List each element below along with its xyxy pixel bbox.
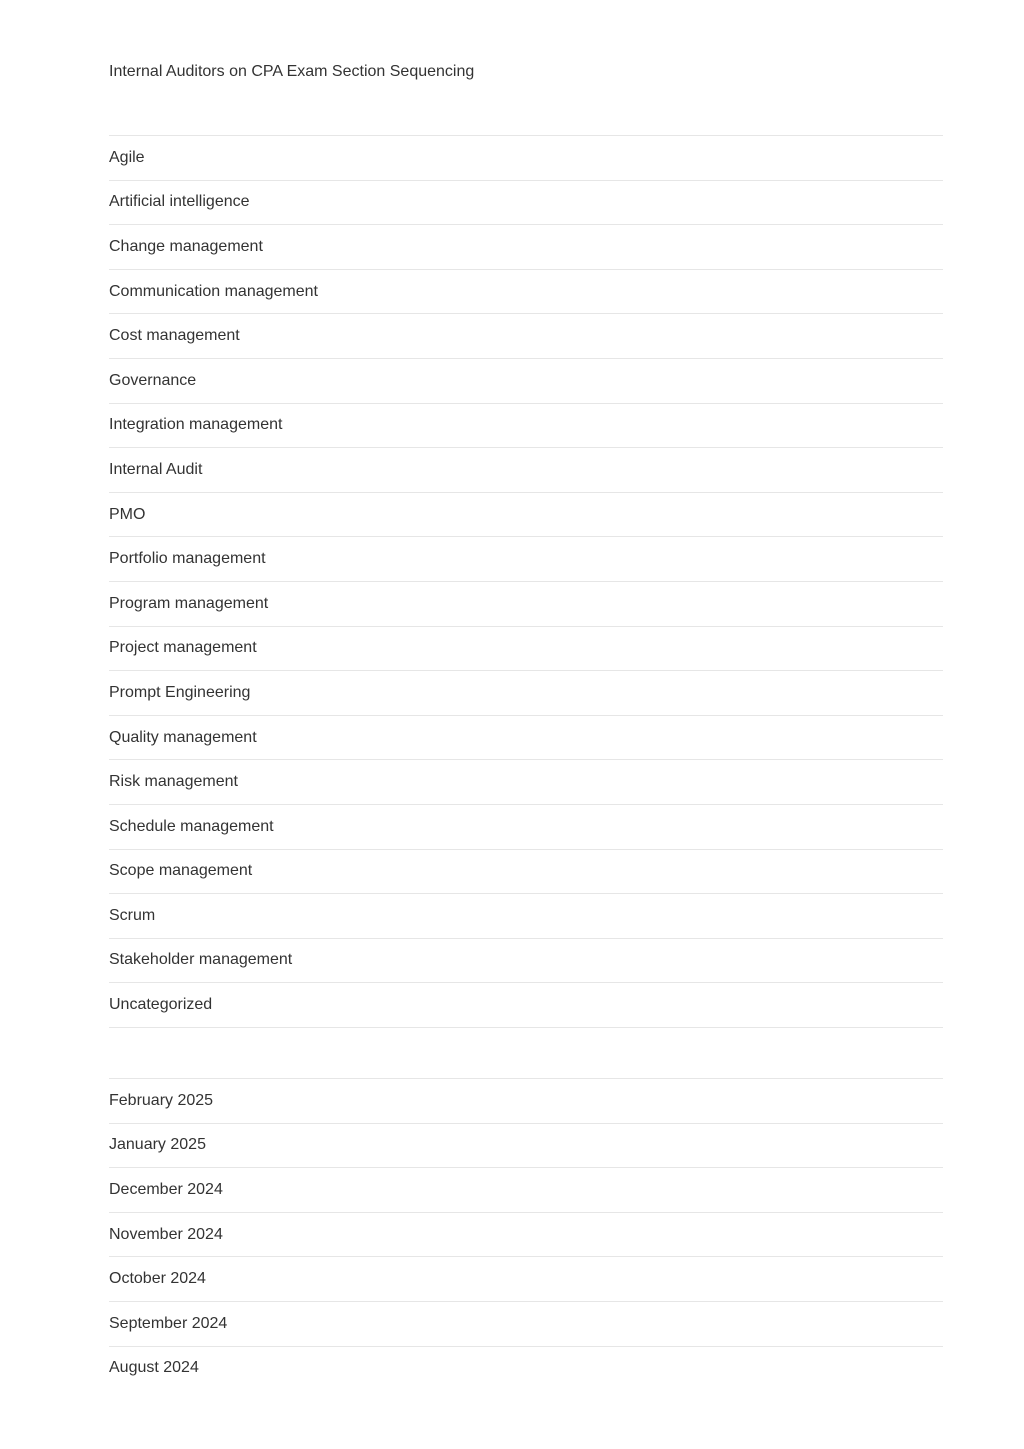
list-item [109, 894, 943, 939]
list-item [109, 1168, 943, 1213]
list-item [109, 1347, 943, 1391]
list-item [109, 983, 943, 1028]
category-link-stakeholder-management[interactable]: Stakeholder management [109, 951, 293, 969]
list-item [109, 448, 943, 493]
category-link-communication-management[interactable]: Communication management [109, 282, 318, 300]
list-item [109, 225, 943, 270]
category-link-cost-management[interactable]: Cost management [109, 327, 240, 345]
list-item [109, 181, 943, 226]
list-item [109, 314, 943, 359]
list-item [109, 671, 943, 716]
list-item [109, 270, 943, 315]
list-item [109, 1257, 943, 1302]
list-item [109, 1302, 943, 1347]
archive-link-november-2024[interactable]: November 2024 [109, 1225, 223, 1243]
list-item [109, 805, 943, 850]
archive-link-september-2024[interactable]: September 2024 [109, 1314, 228, 1332]
category-link-internal-audit[interactable]: Internal Audit [109, 460, 203, 478]
list-item [109, 493, 943, 538]
category-link-portfolio-management[interactable]: Portfolio management [109, 550, 266, 568]
list-item [109, 1213, 943, 1258]
categories-list [109, 135, 943, 1028]
category-link-program-management[interactable]: Program management [109, 594, 269, 612]
recent-post-link[interactable]: Internal Auditors on CPA Exam Section Sequencing [109, 63, 475, 80]
archive-link-december-2024[interactable]: December 2024 [109, 1180, 223, 1198]
category-link-change-management[interactable]: Change management [109, 237, 263, 255]
list-item [109, 404, 943, 449]
category-link-scrum[interactable]: Scrum [109, 906, 156, 924]
category-link-prompt-engineering[interactable]: Prompt Engineering [109, 683, 251, 701]
category-link-pmo[interactable]: PMO [109, 505, 146, 523]
category-link-agile[interactable]: Agile [109, 148, 145, 166]
list-item [109, 537, 943, 582]
category-link-scope-management[interactable]: Scope management [109, 862, 253, 880]
category-link-governance[interactable]: Governance [109, 371, 197, 389]
archives-list [109, 1078, 943, 1390]
list-item [109, 136, 943, 181]
list-item [109, 359, 943, 404]
list-item [109, 582, 943, 627]
list-item [109, 1079, 943, 1124]
list-item [109, 716, 943, 761]
category-link-quality-management[interactable]: Quality management [109, 728, 257, 746]
list-item [109, 850, 943, 895]
archive-link-february-2025[interactable]: February 2025 [109, 1091, 214, 1109]
category-link-artificial-intelligence[interactable]: Artificial intelligence [109, 193, 250, 211]
list-item [109, 760, 943, 805]
archive-link-january-2025[interactable]: January 2025 [109, 1136, 206, 1154]
archive-link-august-2024[interactable]: August 2024 [109, 1359, 199, 1377]
list-item [109, 1124, 943, 1169]
category-link-schedule-management[interactable]: Schedule management [109, 817, 274, 835]
category-link-project-management[interactable]: Project management [109, 639, 257, 657]
category-link-uncategorized[interactable]: Uncategorized [109, 996, 213, 1014]
list-item [109, 627, 943, 672]
category-link-integration-management[interactable]: Integration management [109, 416, 283, 434]
list-item [109, 939, 943, 984]
archive-link-october-2024[interactable]: October 2024 [109, 1270, 206, 1288]
category-link-risk-management[interactable]: Risk management [109, 773, 238, 791]
